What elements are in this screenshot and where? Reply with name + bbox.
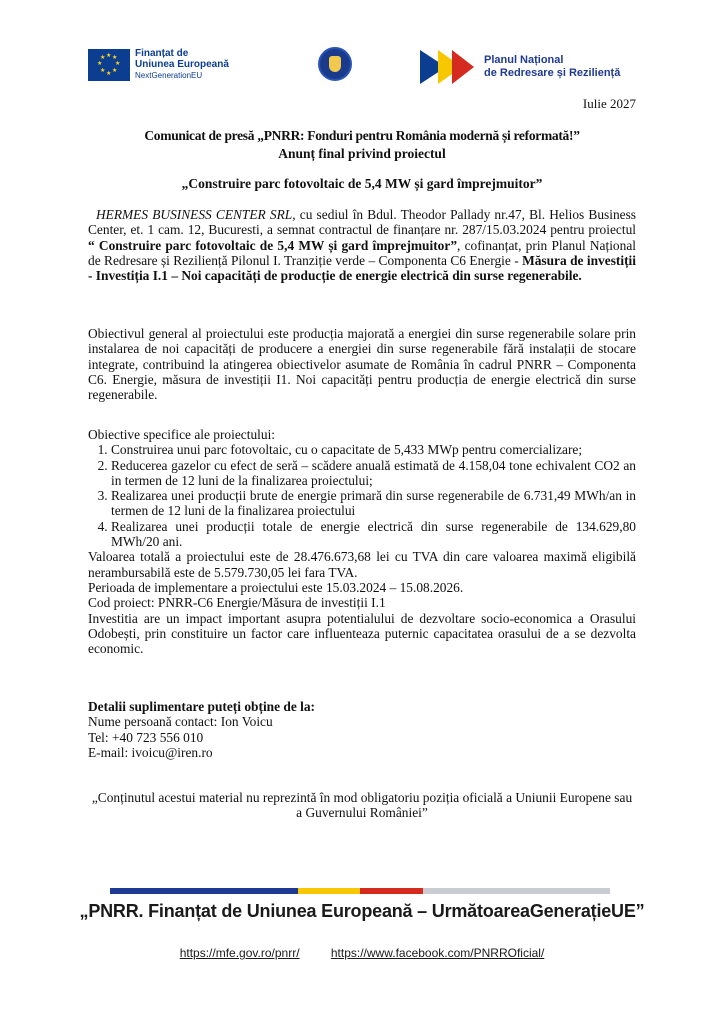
pnrr-logo-line2: de Redresare și Reziliență [484, 67, 621, 79]
contact-email: E-mail: ivoicu@iren.ro [88, 744, 213, 760]
release-date: Iulie 2027 [582, 96, 636, 111]
romanian-government-seal-icon [318, 47, 352, 81]
project-name-bold: “ Construire parc fotovoltaic de 5,4 MW și gard împrejmuitor” [88, 237, 458, 253]
eu-logo-line2: Uniunea Europeană [135, 59, 229, 70]
impact-statement: Investitia are un impact important asupra potentialului de dezvoltare socio-economica a Orasului Odobești, prin constituire un factor care influenteaza puternic capacitatea orasului de a se dezvolta economic. [88, 610, 636, 657]
press-release-title: Comunicat de presă „PNRR: Fonduri pentru România modernă și reformată!” [144, 128, 580, 143]
footer-links [0, 946, 724, 960]
footer-color-bar [110, 888, 610, 894]
implementation-period: Perioada de implementare a proiectului este 15.03.2024 – 15.08.2026. [88, 579, 464, 595]
objectives-list [88, 442, 636, 549]
eu-logo-text [135, 48, 229, 81]
pnrr-logo-text [484, 54, 620, 80]
disclaimer: „Conținutul acestui material nu reprezintă în mod obligatoriu poziția oficială a Uniunii Europene sau a Guvernului României” [91, 790, 633, 821]
list-item: 3. Realizarea unei producții brute de energie primară din surse regenerabile de 6.731,49 MWh/an in termen de 12 luni de la finalizarea proiectului [111, 488, 636, 519]
footer-slogan: „PNRR. Finanțat de Uniunea Europeană – UrmătoareaGenerațieUE” [79, 901, 645, 921]
intro-paragraph [88, 207, 636, 283]
company-name: HERMES BUSINESS CENTER SRL [96, 207, 293, 222]
project-title: „Construire parc fotovoltaic de 5,4 MW și gard împrejmuitor” [181, 176, 543, 191]
contact-block [88, 699, 315, 760]
intro-text-1: , cu sediul în Bdul. Theodor Pallady nr.47, Bl. Helios Business Center, et. 1 cam. 12, Bucuresti, a semnat contractul de finanțare nr. 287/15.03.2024 pentru proiectul [88, 207, 637, 238]
eu-flag-icon: ★ ★ ★ ★ ★ ★ ★ ★ [88, 49, 130, 81]
facebook-link[interactable]: https://www.facebook.com/PNRROficial/ [330, 946, 545, 960]
objectives-intro: Obiective specifice ale proiectului: [88, 427, 276, 442]
list-item: 4. Realizarea unei producții totale de energie electrică din surse regenerabile de 134.629,80 MWh/20 ani. [111, 519, 636, 550]
contact-phone: Tel: +40 723 556 010 [88, 729, 204, 745]
pnrr-arrows-icon [420, 50, 476, 84]
general-objective-paragraph: Obiectivul general al proiectului este producția majorată a energiei din surse regenerabile solare prin instalarea de noi capacități de producere a energiei din surse regenerabile fără instalații de stocare integrate, contribuind la atingerea obiectivelor asumate de România în cadrul PNRR – Componenta C6. Energie, măsura de investiții I1. Noi capacități pentru producția de energie electrică din surse regenerabile. [88, 326, 636, 403]
intro-text-2: , cofinanțat, prin Planul Național de Redresare și Reziliență Pilonul I. Tranziție verde – Componenta C6 Energie - [88, 237, 636, 268]
contact-heading: Detalii suplimentare puteți obține de la: [88, 699, 316, 714]
list-item: 2. Reducerea gazelor cu efect de seră – scădere anuală estimată de 4.158,04 tone echivalent CO2 an in termen de 12 luni de la finalizarea proiectului; [111, 458, 636, 489]
project-value: Valoarea totală a proiectului este de 28.476.673,68 lei cu TVA din care valoarea maximă eligibilă nerambursabilă este de 5.579.730,05 lei fara TVA. [88, 549, 636, 580]
eu-funding-logo [88, 48, 229, 81]
press-release-subtitle: Anunț final privind proiectul [278, 146, 446, 161]
pnrr-logo [420, 50, 620, 84]
eu-logo-line3: NextGenerationEU [135, 71, 203, 80]
pnrr-logo-line1: Planul Național [484, 54, 564, 66]
specific-objectives-section [88, 427, 636, 656]
project-code: Cod proiect: PNRR-C6 Energie/Măsura de investiții I.1 [88, 595, 386, 611]
mfe-link[interactable]: https://mfe.gov.ro/pnrr/ [179, 946, 300, 960]
eu-logo-line1: Finanțat de [135, 48, 189, 59]
measure-bold: Măsura de investiții - Investiția I.1 – Noi capacități de producție de energie electrică din surse regenerabile. [88, 252, 636, 284]
contact-person: Nume persoană contact: Ion Voicu [88, 714, 273, 730]
list-item: 1. Construirea unui parc fotovoltaic, cu o capacitate de 5,433 MWp pentru comercializare; [111, 442, 636, 457]
